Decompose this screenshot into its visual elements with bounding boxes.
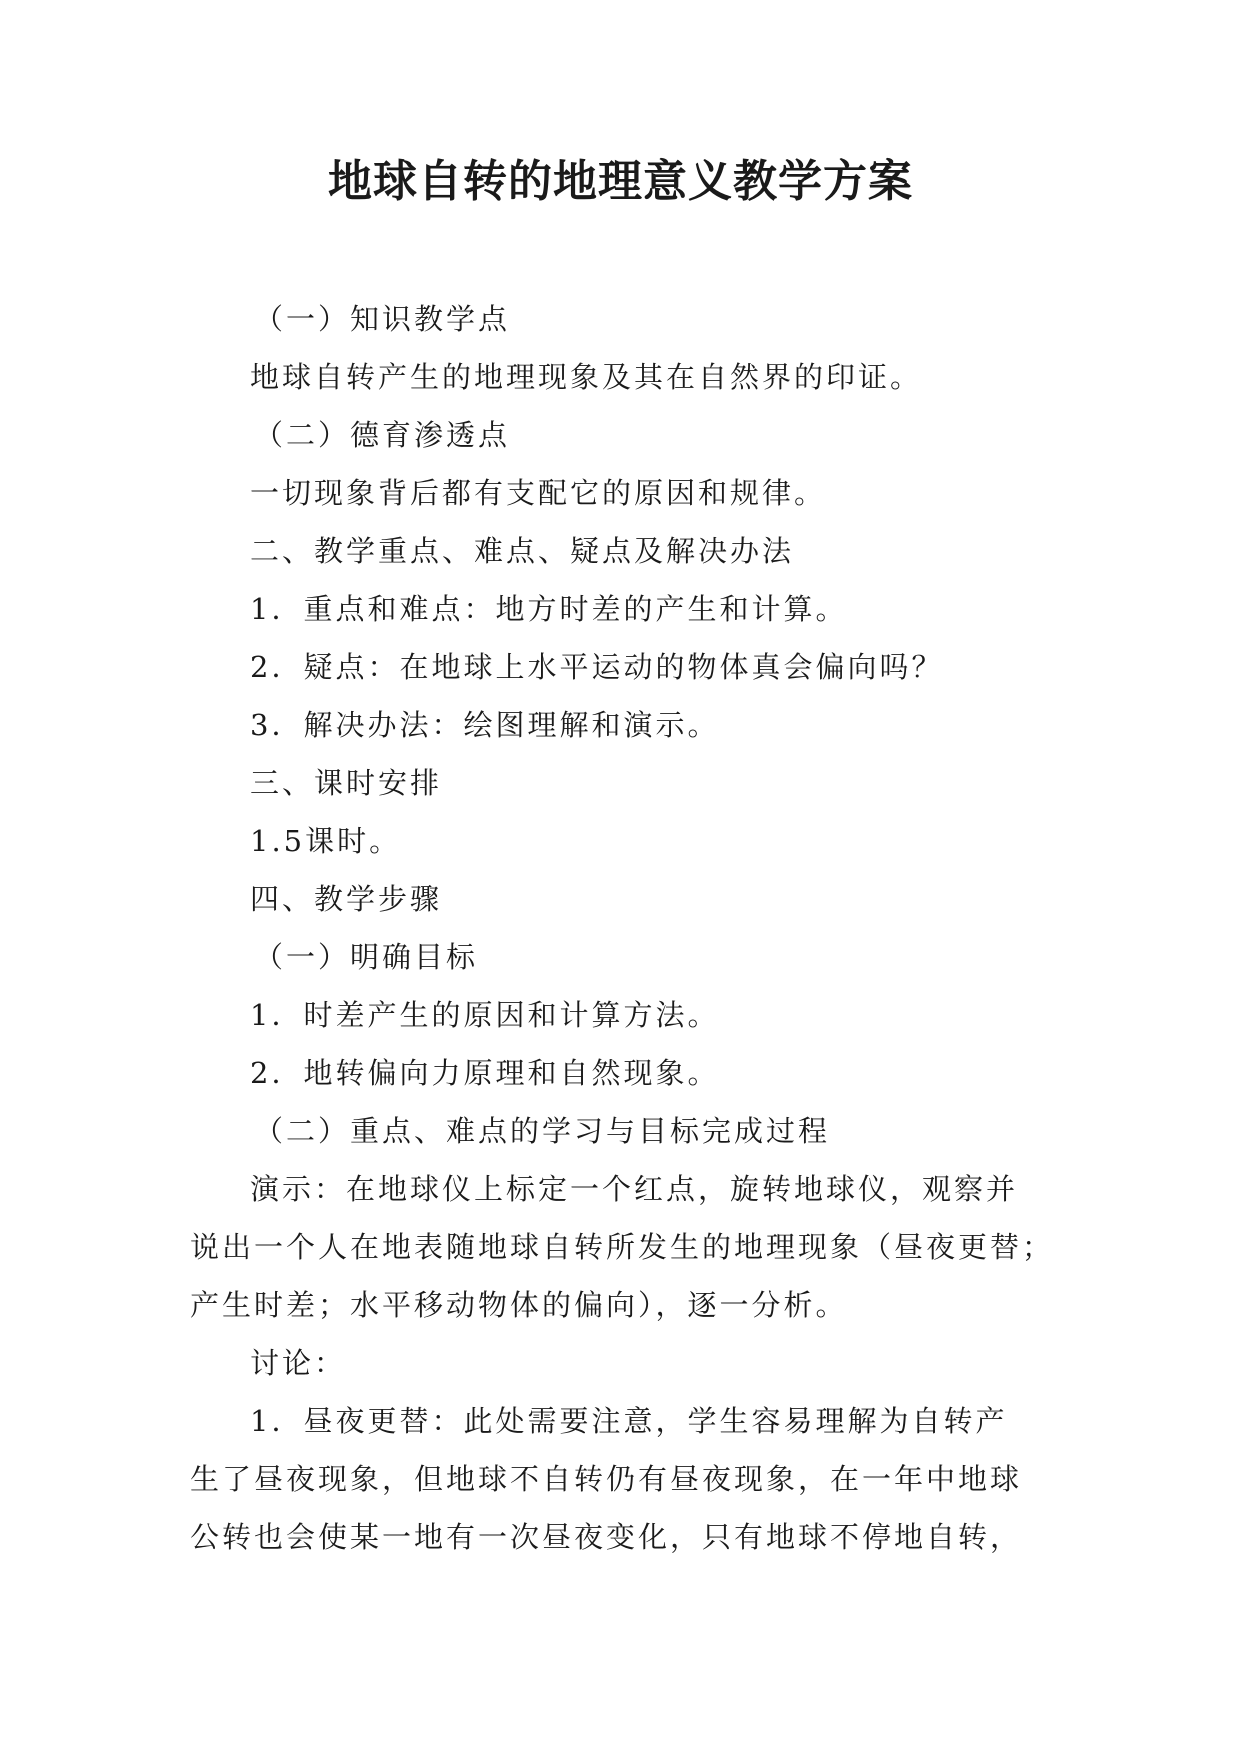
paragraph-line: 讨论：: [250, 1346, 347, 1380]
paragraph-line: 产生时差；水平移动物体的偏向），逐一分析。: [190, 1288, 848, 1322]
paragraph-line: 生了昼夜现象，但地球不自转仍有昼夜现象，在一年中地球: [190, 1462, 1023, 1496]
list-item: 1．昼夜更替：此处需要注意，学生容易理解为自转产: [250, 1404, 1008, 1438]
section-heading: （二）重点、难点的学习与目标完成过程: [254, 1114, 831, 1148]
list-item: 1．重点和难点：地方时差的产生和计算。: [250, 592, 848, 626]
paragraph-line: 1.5课时。: [250, 824, 402, 858]
list-item: 2．地转偏向力原理和自然现象。: [250, 1056, 720, 1090]
section-heading: 三、课时安排: [250, 766, 443, 800]
paragraph-line: 演示：在地球仪上标定一个红点，旋转地球仪，观察并: [250, 1172, 1019, 1206]
section-heading: 二、教学重点、难点、疑点及解决办法: [250, 534, 795, 568]
section-heading: （二）德育渗透点: [254, 418, 511, 452]
section-heading: 四、教学步骤: [250, 882, 443, 916]
list-item: 2．疑点：在地球上水平运动的物体真会偏向吗？: [250, 650, 944, 684]
paragraph-line: 一切现象背后都有支配它的原因和规律。: [250, 476, 827, 510]
list-item: 3．解决办法：绘图理解和演示。: [250, 708, 720, 742]
section-heading: （一）明确目标: [254, 940, 479, 974]
document-title: 地球自转的地理意义教学方案: [328, 156, 913, 207]
list-item: 1．时差产生的原因和计算方法。: [250, 998, 720, 1032]
paragraph-line: 公转也会使某一地有一次昼夜变化，只有地球不停地自转，: [190, 1520, 1023, 1554]
section-heading: （一）知识教学点: [254, 302, 511, 336]
paragraph-line: 地球自转产生的地理现象及其在自然界的印证。: [250, 360, 923, 394]
document-body: [190, 290, 1055, 1566]
paragraph-line: 说出一个人在地表随地球自转所发生的地理现象（昼夜更替；: [190, 1230, 1055, 1264]
